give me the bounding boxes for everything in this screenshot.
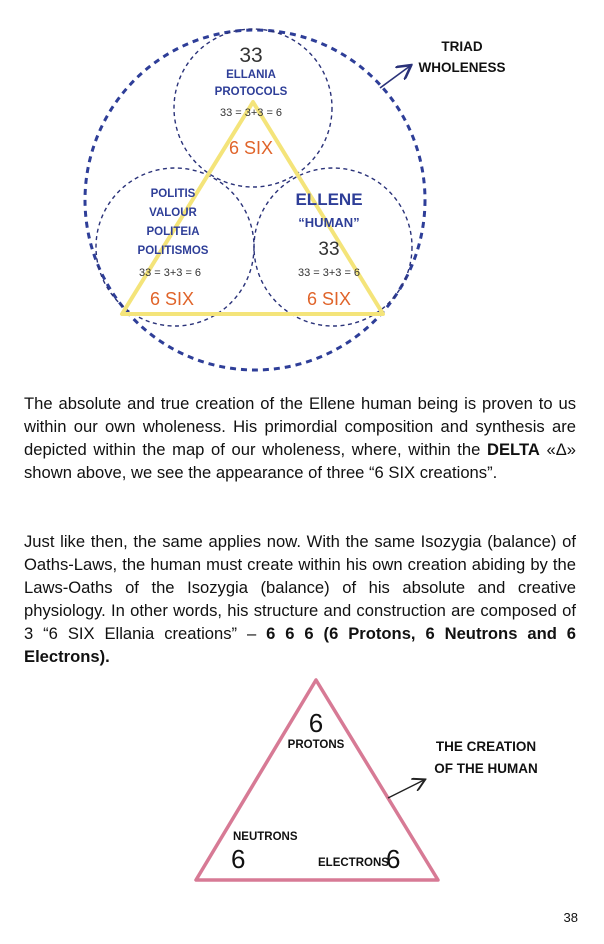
paragraph-2-bold: 6 6 6 (6 Protons, 6 Neutrons and 6 Electrons). bbox=[24, 624, 576, 666]
right-subtitle: “HUMAN” bbox=[298, 215, 360, 230]
paragraph-2-text: Just like then, the same applies now. With the same Isozygia (balance) of Oaths-Laws, the human must create within his own creation abiding by the Laws-Oaths of the Isozygia (balance) of his absolute and creative physiology. In other words, his structure and construction are composed of 3 “6 SIX Ellania creations” – bbox=[24, 532, 576, 643]
top-line1: ELLANIA bbox=[226, 69, 276, 81]
outer-wholeness-circle bbox=[85, 30, 425, 370]
paragraph-1-text-b: «Δ» shown above, we see the appearance of three “6 SIX creations”. bbox=[24, 440, 577, 482]
page-number: 38 bbox=[563, 910, 578, 925]
top-six: 6 SIX bbox=[228, 138, 274, 158]
right-number: 33 bbox=[318, 239, 340, 260]
electrons-label: ELECTRONS bbox=[318, 857, 389, 869]
right-formula: 33 = 3+3 = 6 bbox=[297, 267, 361, 279]
triad-label-line2: WHOLENESS bbox=[418, 60, 506, 75]
left-formula: 33 = 3+3 = 6 bbox=[138, 267, 202, 279]
top-number: 33 bbox=[239, 44, 263, 67]
triad-arrow bbox=[380, 66, 410, 88]
paragraph-1-bold: DELTA bbox=[486, 440, 540, 459]
paragraph-2 bbox=[24, 530, 576, 668]
top-line2: PROTOCOLS bbox=[214, 86, 288, 98]
left-six: 6 SIX bbox=[149, 289, 195, 309]
creation-diagram bbox=[0, 670, 604, 900]
neutrons-number: 6 bbox=[231, 844, 246, 874]
right-title: ELLENE bbox=[295, 190, 363, 209]
right-six: 6 SIX bbox=[306, 289, 352, 309]
neutrons-label: NEUTRONS bbox=[233, 831, 298, 843]
creation-label-line1: THE CREATION bbox=[435, 739, 537, 754]
protons-number: 6 bbox=[308, 708, 324, 738]
electrons-number: 6 bbox=[386, 844, 401, 874]
left-line3: POLITEIA bbox=[146, 226, 200, 238]
top-formula: 33 = 3+3 = 6 bbox=[219, 107, 283, 119]
creation-label-line2: OF THE HUMAN bbox=[434, 761, 538, 776]
triad-label-line1: TRIAD bbox=[441, 39, 483, 54]
left-line1: POLITIS bbox=[150, 188, 196, 200]
paragraph-1-text-a: The absolute and true creation of the Ellene human being is proven to us within our own wholeness. His primordial composition and synthesis are depicted within the map of our wholeness, where, within the bbox=[24, 394, 576, 459]
triad-wholeness-diagram bbox=[0, 0, 604, 380]
protons-label: PROTONS bbox=[287, 739, 345, 751]
paragraph-1 bbox=[24, 392, 576, 484]
left-line4: POLITISMOS bbox=[137, 245, 209, 257]
creation-arrow bbox=[388, 780, 424, 798]
left-line2: VALOUR bbox=[149, 207, 197, 219]
